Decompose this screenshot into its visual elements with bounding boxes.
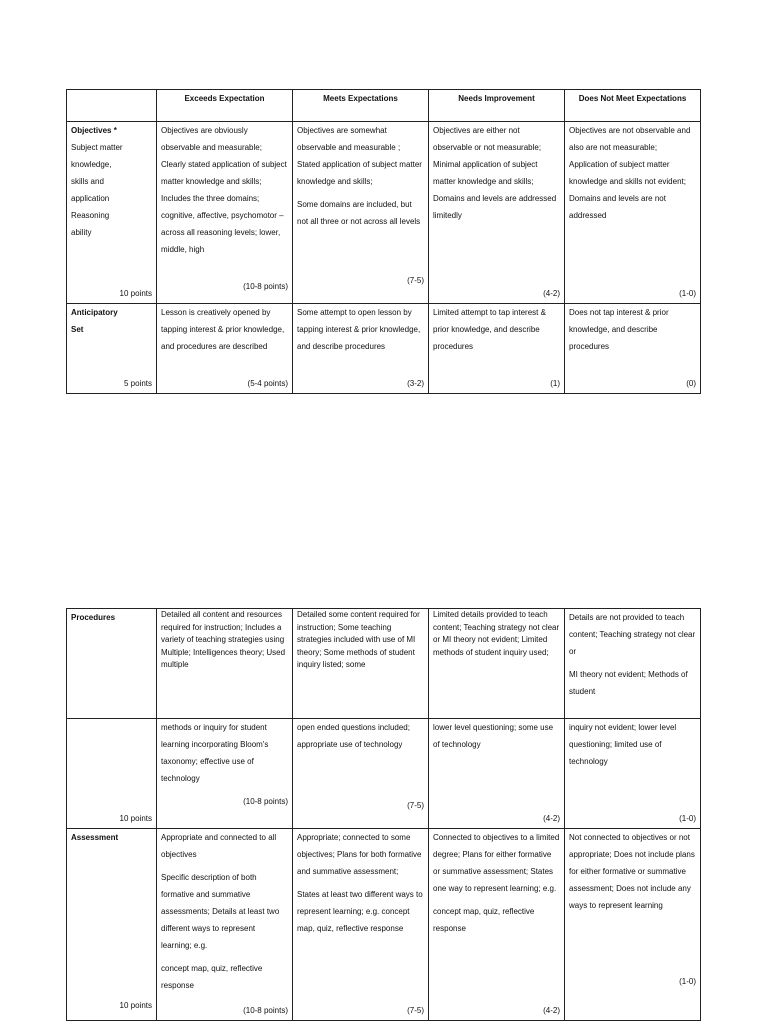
objectives-label-cell xyxy=(67,122,157,304)
assessment-needs-text: Connected to objectives to a limited degree; Plans for either formative or summative assessment; States one way to represent learning; e.g. xyxy=(433,833,560,893)
assessment-points: 10 points xyxy=(119,1001,152,1010)
procedures-title: Procedures xyxy=(71,613,116,622)
procedures-needs-cell-b xyxy=(429,719,565,829)
anticipatory-row xyxy=(67,304,701,394)
assessment-meets-score: (7-5) xyxy=(407,1006,424,1015)
assessment-needs-text-2: concept map, quiz, reflective response xyxy=(433,907,535,933)
procedures-notmeet-cell-b xyxy=(565,719,701,829)
anticipatory-label-cell xyxy=(67,304,157,394)
anticipatory-notmeet-text: Does not tap interest & prior knowledge, and describe procedures xyxy=(569,308,669,351)
objectives-needs-text: Objectives are either not observable or not measurable; Minimal application of subject matter knowledge and skills; Domains and levels are addressed limitedly xyxy=(433,126,557,220)
procedures-notmeet-text-b: inquiry not evident; lower level questioning; limited use of technology xyxy=(569,723,677,766)
anticipatory-title: Anticipatory Set xyxy=(71,308,118,334)
anticipatory-notmeet-score: (0) xyxy=(686,379,696,388)
anticipatory-meets-score: (3-2) xyxy=(407,379,424,388)
procedures-meets-text-b: open ended questions included; appropriate use of technology xyxy=(297,723,410,749)
objectives-notmeet-score: (1-0) xyxy=(679,289,696,298)
assessment-exceeds-text: Appropriate and connected to all objectives xyxy=(161,833,277,859)
objectives-exceeds-text: Objectives are obviously observable and measurable; Clearly stated application of subject matter knowledge and skills; Includes the three domains; cognitive, affective, psychomotor – across all reasoning levels; lower, middle, high xyxy=(161,126,287,254)
procedures-needs-cell-a xyxy=(429,609,565,719)
objectives-meets-text: Objectives are somewhat observable and measurable ; Stated application of subject matter knowledge and skills; xyxy=(297,126,422,186)
anticipatory-needs-score: (1) xyxy=(550,379,560,388)
assessment-exceeds-cell xyxy=(157,829,293,1021)
objectives-meets-text-2: Some domains are included, but not all three or not across all levels xyxy=(297,200,421,226)
assessment-meets-cell xyxy=(293,829,429,1021)
procedures-notmeet-cell-a xyxy=(565,609,701,719)
procedures-exceeds-cell-a xyxy=(157,609,293,719)
objectives-exceeds-cell xyxy=(157,122,293,304)
anticipatory-needs-cell xyxy=(429,304,565,394)
procedures-notmeet-text-a2: MI theory not evident; Methods of student xyxy=(569,670,688,696)
anticipatory-points: 5 points xyxy=(123,379,152,388)
procedures-needs-score: (4-2) xyxy=(543,814,560,823)
objectives-meets-score: (7-5) xyxy=(407,276,424,285)
objectives-meets-cell xyxy=(293,122,429,304)
procedures-notmeet-score: (1-0) xyxy=(679,814,696,823)
assessment-exceeds-score: (10-8 points) xyxy=(243,1006,288,1015)
objectives-notmeet-text: Objectives are not observable and also are not measurable; Application of subject matter knowledge and skills not evident; Domains and levels are not addressed xyxy=(569,126,691,220)
anticipatory-exceeds-cell xyxy=(157,304,293,394)
anticipatory-meets-cell xyxy=(293,304,429,394)
anticipatory-exceeds-text: Lesson is creatively opened by tapping interest & prior knowledge, and procedures are described xyxy=(161,308,285,351)
header-row xyxy=(67,90,701,122)
objectives-needs-score: (4-2) xyxy=(543,289,560,298)
assessment-label-cell xyxy=(67,829,157,1021)
procedures-meets-text-a: Detailed some content required for instruction; Some teaching strategies included with use of MI theory; Some methods of student inquiry listed; some xyxy=(297,610,420,669)
anticipatory-needs-text: Limited attempt to tap interest & prior knowledge, and describe procedures xyxy=(433,308,546,351)
procedures-exceeds-score: (10-8 points) xyxy=(243,797,288,806)
objectives-points: 10 points xyxy=(119,289,152,298)
header-meets: Meets Expectations xyxy=(293,90,429,122)
anticipatory-meets-text: Some attempt to open lesson by tapping interest & prior knowledge, and describe procedures xyxy=(297,308,421,351)
assessment-notmeet-text: Not connected to objectives or not appropriate; Does not include plans for either formative or summative assessment; Does not include any ways to represent learning xyxy=(569,833,695,910)
procedures-meets-cell-b xyxy=(293,719,429,829)
assessment-row xyxy=(67,829,701,1021)
objectives-title: Objectives * xyxy=(71,126,117,135)
procedures-points: 10 points xyxy=(119,814,152,823)
procedures-needs-text-a: Limited details provided to teach content; Teaching strategy not clear or MI theory not evident; Limited methods of student inquiry used; xyxy=(433,610,560,657)
procedures-row-b xyxy=(67,719,701,829)
assessment-needs-cell xyxy=(429,829,565,1021)
assessment-exceeds-text-3: concept map, quiz, reflective response xyxy=(161,964,263,990)
anticipatory-notmeet-cell xyxy=(565,304,701,394)
rubric-table-top xyxy=(66,89,701,394)
assessment-title: Assessment xyxy=(71,833,119,842)
objectives-exceeds-score: (10-8 points) xyxy=(243,282,288,291)
assessment-notmeet-cell xyxy=(565,829,701,1021)
objectives-notmeet-cell xyxy=(565,122,701,304)
procedures-meets-cell-a xyxy=(293,609,429,719)
assessment-meets-text: Appropriate; connected to some objectives; Plans for both formative and summative assessment; xyxy=(297,833,422,876)
procedures-row-a xyxy=(67,609,701,719)
assessment-meets-text-2: States at least two different ways to represent learning; e.g. concept map, quiz, reflective response xyxy=(297,890,423,933)
procedures-meets-score: (7-5) xyxy=(407,801,424,810)
header-not-meet: Does Not Meet Expectations xyxy=(565,90,701,122)
assessment-needs-score: (4-2) xyxy=(543,1006,560,1015)
procedures-label-cell xyxy=(67,609,157,719)
procedures-exceeds-text-a: Detailed all content and resources required for instruction; Includes a variety of teaching strategies using Multiple; Intelligences theory; Used multiple xyxy=(161,610,286,669)
anticipatory-exceeds-score: (5-4 points) xyxy=(247,379,288,388)
header-empty xyxy=(67,90,157,122)
procedures-needs-text-b: lower level questioning; some use of technology xyxy=(433,723,554,749)
procedures-points-cell xyxy=(67,719,157,829)
procedures-exceeds-text-b: methods or inquiry for student learning incorporating Bloom's taxonomy; effective use of technology xyxy=(161,723,269,783)
assessment-exceeds-text-2: Specific description of both formative and summative assessments; Details at least two different ways to represent learning; e.g. xyxy=(161,873,280,950)
rubric-table-bottom xyxy=(66,608,701,1021)
objectives-row xyxy=(67,122,701,304)
header-exceeds: Exceeds Expectation xyxy=(157,90,293,122)
objectives-needs-cell xyxy=(429,122,565,304)
assessment-notmeet-score: (1-0) xyxy=(679,977,696,986)
procedures-notmeet-text-a: Details are not provided to teach content; Teaching strategy not clear or xyxy=(569,613,696,656)
header-needs: Needs Improvement xyxy=(429,90,565,122)
objectives-desc: Subject matter knowledge, skills and application Reasoning ability xyxy=(71,143,123,237)
procedures-exceeds-cell-b xyxy=(157,719,293,829)
